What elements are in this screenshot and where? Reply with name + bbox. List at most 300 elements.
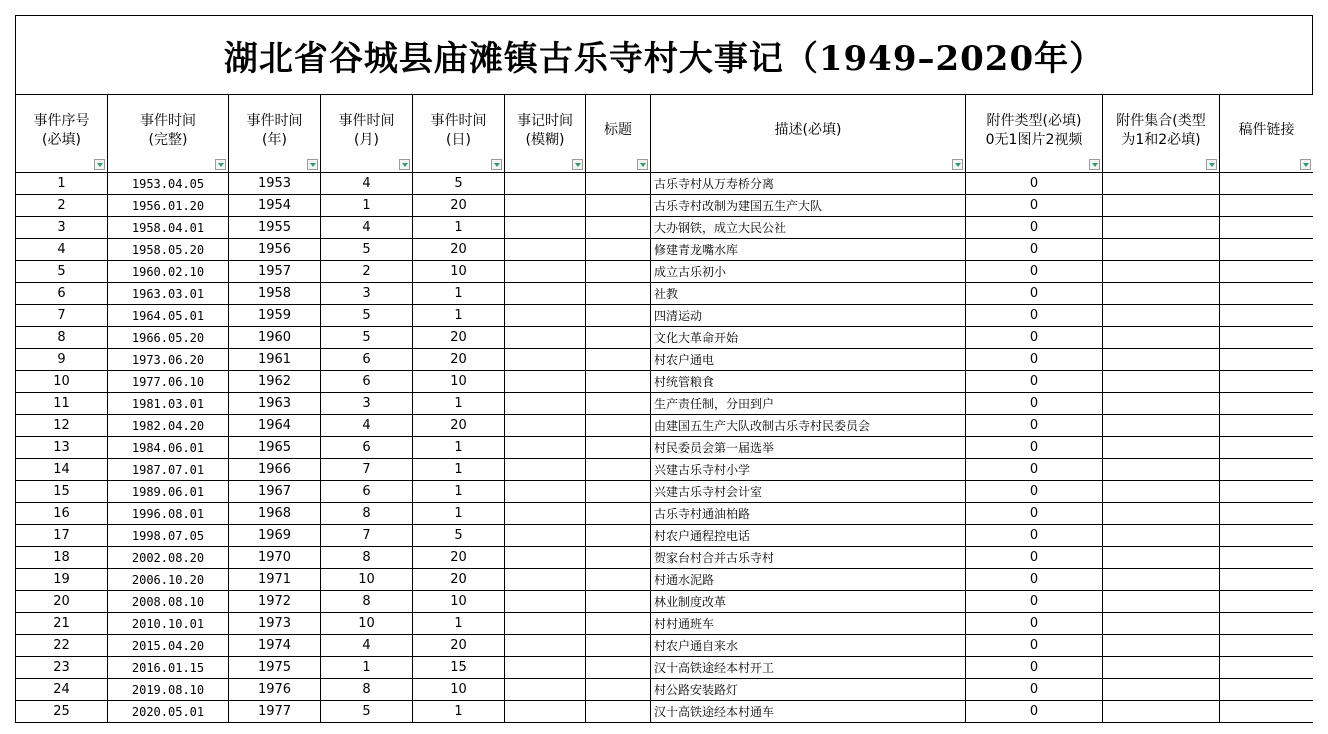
cell-seq[interactable]: 5 (16, 261, 108, 283)
cell-year[interactable]: 1955 (229, 217, 321, 239)
header-label (16, 112, 107, 156)
header-col-attachment-type[interactable] (966, 95, 1103, 173)
cell-day[interactable]: 1 (413, 481, 505, 503)
cell-description[interactable]: 村农户通程控电话 (651, 525, 966, 547)
cell-seq[interactable]: 19 (16, 569, 108, 591)
cell-description[interactable]: 大办钢铁，成立大民公社 (651, 217, 966, 239)
cell-day[interactable]: 20 (413, 547, 505, 569)
cell-day[interactable]: 1 (413, 305, 505, 327)
cell-seq[interactable]: 25 (16, 701, 108, 723)
cell-link[interactable] (1220, 393, 1314, 415)
cell-year[interactable]: 1959 (229, 305, 321, 327)
cell-attachment-type[interactable]: 0 (966, 679, 1103, 701)
cell-title[interactable] (586, 701, 651, 723)
cell-title[interactable] (586, 459, 651, 481)
cell-day[interactable]: 10 (413, 591, 505, 613)
filter-dropdown-icon[interactable] (572, 159, 583, 170)
cell-description[interactable]: 林业制度改革 (651, 591, 966, 613)
cell-attachment-type[interactable]: 0 (966, 569, 1103, 591)
cell-link[interactable] (1220, 283, 1314, 305)
cell-year[interactable]: 1960 (229, 327, 321, 349)
cell-day[interactable]: 1 (413, 283, 505, 305)
cell-title[interactable] (586, 217, 651, 239)
cell-link[interactable] (1220, 525, 1314, 547)
cell-year[interactable]: 1974 (229, 635, 321, 657)
cell-seq[interactable]: 11 (16, 393, 108, 415)
cell-month[interactable]: 6 (321, 437, 413, 459)
cell-date-fuzzy[interactable] (505, 393, 586, 415)
cell-month[interactable]: 4 (321, 217, 413, 239)
cell-title[interactable] (586, 635, 651, 657)
cell-attachment-set[interactable] (1103, 569, 1220, 591)
cell-attachment-set[interactable] (1103, 239, 1220, 261)
cell-month[interactable]: 1 (321, 195, 413, 217)
cell-link[interactable] (1220, 657, 1314, 679)
cell-link[interactable] (1220, 173, 1314, 195)
cell-seq[interactable]: 7 (16, 305, 108, 327)
cell-description[interactable]: 村农户通自来水 (651, 635, 966, 657)
cell-date-full[interactable]: 2020.05.01 (108, 701, 229, 723)
cell-year[interactable]: 1976 (229, 679, 321, 701)
cell-attachment-type[interactable]: 0 (966, 217, 1103, 239)
header-col-day[interactable] (413, 95, 505, 173)
cell-day[interactable]: 1 (413, 459, 505, 481)
header-label (1220, 121, 1313, 146)
cell-title[interactable] (586, 327, 651, 349)
cell-date-fuzzy[interactable] (505, 327, 586, 349)
cell-title[interactable] (586, 371, 651, 393)
filter-dropdown-icon[interactable] (307, 159, 318, 170)
cell-year[interactable]: 1977 (229, 701, 321, 723)
cell-attachment-type[interactable]: 0 (966, 459, 1103, 481)
cell-link[interactable] (1220, 437, 1314, 459)
cell-month[interactable]: 5 (321, 239, 413, 261)
cell-seq[interactable]: 20 (16, 591, 108, 613)
cell-month[interactable]: 4 (321, 635, 413, 657)
filter-dropdown-icon[interactable] (952, 159, 963, 170)
cell-date-fuzzy[interactable] (505, 173, 586, 195)
filter-dropdown-icon[interactable] (637, 159, 648, 170)
filter-dropdown-icon[interactable] (1300, 159, 1311, 170)
cell-description[interactable]: 古乐寺村从万寿桥分离 (651, 173, 966, 195)
cell-day[interactable]: 10 (413, 679, 505, 701)
cell-seq[interactable]: 18 (16, 547, 108, 569)
cell-day[interactable]: 5 (413, 525, 505, 547)
cell-date-fuzzy[interactable] (505, 481, 586, 503)
cell-description[interactable]: 村统管粮食 (651, 371, 966, 393)
cell-attachment-set[interactable] (1103, 283, 1220, 305)
cell-link[interactable] (1220, 679, 1314, 701)
cell-link[interactable] (1220, 569, 1314, 591)
filter-dropdown-icon[interactable] (399, 159, 410, 170)
cell-link[interactable] (1220, 239, 1314, 261)
cell-date-full[interactable]: 1964.05.01 (108, 305, 229, 327)
cell-date-fuzzy[interactable] (505, 283, 586, 305)
cell-seq[interactable]: 2 (16, 195, 108, 217)
cell-attachment-set[interactable] (1103, 305, 1220, 327)
cell-year[interactable]: 1970 (229, 547, 321, 569)
cell-date-fuzzy[interactable] (505, 701, 586, 723)
cell-month[interactable]: 3 (321, 393, 413, 415)
cell-date-fuzzy[interactable] (505, 437, 586, 459)
cell-day[interactable]: 20 (413, 415, 505, 437)
cell-attachment-set[interactable] (1103, 679, 1220, 701)
cell-description[interactable]: 兴建古乐寺村小学 (651, 459, 966, 481)
cell-date-full[interactable]: 1981.03.01 (108, 393, 229, 415)
cell-year[interactable]: 1967 (229, 481, 321, 503)
cell-link[interactable] (1220, 261, 1314, 283)
cell-seq[interactable]: 6 (16, 283, 108, 305)
cell-month[interactable]: 10 (321, 569, 413, 591)
cell-date-full[interactable]: 1984.06.01 (108, 437, 229, 459)
cell-attachment-set[interactable] (1103, 195, 1220, 217)
cell-title[interactable] (586, 481, 651, 503)
cell-date-fuzzy[interactable] (505, 305, 586, 327)
cell-title[interactable] (586, 349, 651, 371)
cell-day[interactable]: 15 (413, 657, 505, 679)
cell-date-fuzzy[interactable] (505, 459, 586, 481)
cell-year[interactable]: 1971 (229, 569, 321, 591)
header-col-attachment-set[interactable] (1103, 95, 1220, 173)
cell-title[interactable] (586, 195, 651, 217)
cell-month[interactable]: 10 (321, 613, 413, 635)
cell-year[interactable]: 1954 (229, 195, 321, 217)
cell-year[interactable]: 1963 (229, 393, 321, 415)
cell-seq[interactable]: 23 (16, 657, 108, 679)
cell-attachment-type[interactable]: 0 (966, 503, 1103, 525)
filter-dropdown-icon[interactable] (215, 159, 226, 170)
cell-attachment-type[interactable]: 0 (966, 525, 1103, 547)
cell-year[interactable]: 1957 (229, 261, 321, 283)
cell-month[interactable]: 3 (321, 283, 413, 305)
cell-attachment-set[interactable] (1103, 635, 1220, 657)
cell-day[interactable]: 10 (413, 371, 505, 393)
cell-attachment-type[interactable]: 0 (966, 701, 1103, 723)
cell-seq[interactable]: 17 (16, 525, 108, 547)
cell-attachment-set[interactable] (1103, 349, 1220, 371)
header-col-seq[interactable] (16, 95, 108, 173)
cell-date-full[interactable]: 1958.04.01 (108, 217, 229, 239)
cell-link[interactable] (1220, 547, 1314, 569)
cell-description[interactable]: 古乐寺村通油柏路 (651, 503, 966, 525)
cell-title[interactable] (586, 613, 651, 635)
cell-month[interactable]: 6 (321, 371, 413, 393)
header-col-date-fuzzy[interactable] (505, 95, 586, 173)
cell-description[interactable]: 汉十高铁途经本村开工 (651, 657, 966, 679)
cell-day[interactable]: 1 (413, 503, 505, 525)
cell-day[interactable]: 20 (413, 195, 505, 217)
cell-description[interactable]: 由建国五生产大队改制古乐寺村民委员会 (651, 415, 966, 437)
cell-description[interactable]: 文化大革命开始 (651, 327, 966, 349)
cell-title[interactable] (586, 173, 651, 195)
cell-date-fuzzy[interactable] (505, 195, 586, 217)
cell-link[interactable] (1220, 217, 1314, 239)
cell-title[interactable] (586, 393, 651, 415)
cell-date-fuzzy[interactable] (505, 261, 586, 283)
cell-date-full[interactable]: 2019.08.10 (108, 679, 229, 701)
cell-attachment-type[interactable]: 0 (966, 283, 1103, 305)
cell-seq[interactable]: 12 (16, 415, 108, 437)
cell-description[interactable]: 村通水泥路 (651, 569, 966, 591)
cell-year[interactable]: 1973 (229, 613, 321, 635)
cell-attachment-set[interactable] (1103, 415, 1220, 437)
cell-description[interactable]: 生产责任制，分田到户 (651, 393, 966, 415)
cell-description[interactable]: 成立古乐初小 (651, 261, 966, 283)
cell-date-fuzzy[interactable] (505, 217, 586, 239)
cell-day[interactable]: 20 (413, 349, 505, 371)
cell-description[interactable]: 村农户通电 (651, 349, 966, 371)
cell-year[interactable]: 1953 (229, 173, 321, 195)
cell-link[interactable] (1220, 459, 1314, 481)
cell-date-full[interactable]: 1960.02.10 (108, 261, 229, 283)
cell-description[interactable]: 村民委员会第一届选举 (651, 437, 966, 459)
cell-month[interactable]: 6 (321, 481, 413, 503)
header-col-link[interactable] (1220, 95, 1314, 173)
cell-seq[interactable]: 14 (16, 459, 108, 481)
cell-date-fuzzy[interactable] (505, 525, 586, 547)
cell-seq[interactable]: 15 (16, 481, 108, 503)
cell-year[interactable]: 1964 (229, 415, 321, 437)
cell-date-full[interactable]: 1987.07.01 (108, 459, 229, 481)
cell-month[interactable]: 8 (321, 591, 413, 613)
cell-date-full[interactable]: 1982.04.20 (108, 415, 229, 437)
cell-link[interactable] (1220, 613, 1314, 635)
cell-date-fuzzy[interactable] (505, 569, 586, 591)
cell-description[interactable]: 村村通班车 (651, 613, 966, 635)
cell-day[interactable]: 20 (413, 239, 505, 261)
cell-title[interactable] (586, 283, 651, 305)
cell-attachment-set[interactable] (1103, 547, 1220, 569)
cell-seq[interactable]: 9 (16, 349, 108, 371)
cell-year[interactable]: 1958 (229, 283, 321, 305)
cell-link[interactable] (1220, 305, 1314, 327)
cell-title[interactable] (586, 525, 651, 547)
filter-dropdown-icon[interactable] (1089, 159, 1100, 170)
cell-seq[interactable]: 24 (16, 679, 108, 701)
cell-day[interactable]: 1 (413, 613, 505, 635)
cell-seq[interactable]: 10 (16, 371, 108, 393)
header-col-date-full[interactable] (108, 95, 229, 173)
cell-date-full[interactable]: 1953.04.05 (108, 173, 229, 195)
cell-link[interactable] (1220, 195, 1314, 217)
cell-attachment-set[interactable] (1103, 657, 1220, 679)
cell-attachment-type[interactable]: 0 (966, 613, 1103, 635)
cell-attachment-set[interactable] (1103, 261, 1220, 283)
cell-attachment-type[interactable]: 0 (966, 327, 1103, 349)
cell-attachment-set[interactable] (1103, 173, 1220, 195)
cell-title[interactable] (586, 415, 651, 437)
cell-link[interactable] (1220, 591, 1314, 613)
cell-attachment-set[interactable] (1103, 217, 1220, 239)
cell-year[interactable]: 1968 (229, 503, 321, 525)
cell-date-full[interactable]: 2010.10.01 (108, 613, 229, 635)
cell-day[interactable]: 1 (413, 217, 505, 239)
cell-month[interactable]: 8 (321, 679, 413, 701)
cell-attachment-type[interactable]: 0 (966, 371, 1103, 393)
cell-attachment-type[interactable]: 0 (966, 415, 1103, 437)
cell-seq[interactable]: 21 (16, 613, 108, 635)
cell-attachment-set[interactable] (1103, 525, 1220, 547)
cell-title[interactable] (586, 305, 651, 327)
cell-link[interactable] (1220, 701, 1314, 723)
cell-seq[interactable]: 16 (16, 503, 108, 525)
cell-title[interactable] (586, 569, 651, 591)
filter-dropdown-icon[interactable] (1206, 159, 1217, 170)
cell-month[interactable]: 4 (321, 415, 413, 437)
header-col-description[interactable] (651, 95, 966, 173)
cell-link[interactable] (1220, 415, 1314, 437)
cell-date-fuzzy[interactable] (505, 415, 586, 437)
cell-day[interactable]: 10 (413, 261, 505, 283)
cell-year[interactable]: 1972 (229, 591, 321, 613)
cell-attachment-type[interactable]: 0 (966, 173, 1103, 195)
cell-day[interactable]: 20 (413, 569, 505, 591)
cell-day[interactable]: 1 (413, 393, 505, 415)
cell-date-full[interactable]: 2015.04.20 (108, 635, 229, 657)
cell-month[interactable]: 6 (321, 349, 413, 371)
cell-year[interactable]: 1965 (229, 437, 321, 459)
cell-date-full[interactable]: 1956.01.20 (108, 195, 229, 217)
cell-attachment-set[interactable] (1103, 701, 1220, 723)
cell-seq[interactable]: 13 (16, 437, 108, 459)
cell-month[interactable]: 7 (321, 525, 413, 547)
cell-day[interactable]: 20 (413, 635, 505, 657)
cell-attachment-type[interactable]: 0 (966, 657, 1103, 679)
cell-attachment-type[interactable]: 0 (966, 547, 1103, 569)
cell-title[interactable] (586, 657, 651, 679)
cell-seq[interactable]: 4 (16, 239, 108, 261)
cell-date-fuzzy[interactable] (505, 349, 586, 371)
header-col-title[interactable] (586, 95, 651, 173)
cell-attachment-type[interactable]: 0 (966, 261, 1103, 283)
cell-month[interactable]: 1 (321, 657, 413, 679)
cell-description[interactable]: 兴建古乐寺村会计室 (651, 481, 966, 503)
cell-day[interactable]: 5 (413, 173, 505, 195)
cell-date-full[interactable]: 2008.08.10 (108, 591, 229, 613)
cell-attachment-type[interactable]: 0 (966, 195, 1103, 217)
cell-attachment-type[interactable]: 0 (966, 239, 1103, 261)
cell-attachment-set[interactable] (1103, 613, 1220, 635)
cell-title[interactable] (586, 437, 651, 459)
cell-attachment-type[interactable]: 0 (966, 481, 1103, 503)
cell-year[interactable]: 1969 (229, 525, 321, 547)
cell-month[interactable]: 5 (321, 305, 413, 327)
header-col-year[interactable] (229, 95, 321, 173)
cell-attachment-set[interactable] (1103, 371, 1220, 393)
cell-attachment-type[interactable]: 0 (966, 305, 1103, 327)
cell-month[interactable]: 8 (321, 547, 413, 569)
cell-month[interactable]: 5 (321, 701, 413, 723)
cell-date-fuzzy[interactable] (505, 657, 586, 679)
cell-date-full[interactable]: 1963.03.01 (108, 283, 229, 305)
cell-attachment-type[interactable]: 0 (966, 635, 1103, 657)
cell-attachment-set[interactable] (1103, 591, 1220, 613)
cell-day[interactable]: 1 (413, 701, 505, 723)
cell-attachment-type[interactable]: 0 (966, 591, 1103, 613)
cell-date-fuzzy[interactable] (505, 635, 586, 657)
cell-date-full[interactable]: 2002.08.20 (108, 547, 229, 569)
cell-date-full[interactable]: 1958.05.20 (108, 239, 229, 261)
cell-attachment-set[interactable] (1103, 327, 1220, 349)
cell-year[interactable]: 1966 (229, 459, 321, 481)
cell-year[interactable]: 1975 (229, 657, 321, 679)
cell-date-full[interactable]: 1989.06.01 (108, 481, 229, 503)
cell-date-full[interactable]: 1973.06.20 (108, 349, 229, 371)
filter-dropdown-icon[interactable] (491, 159, 502, 170)
cell-title[interactable] (586, 503, 651, 525)
cell-date-fuzzy[interactable] (505, 591, 586, 613)
cell-attachment-type[interactable]: 0 (966, 393, 1103, 415)
cell-date-full[interactable]: 1977.06.10 (108, 371, 229, 393)
sheet-title[interactable]: 湖北省谷城县庙滩镇古乐寺村大事记（1949–2020年） (15, 15, 1313, 95)
cell-attachment-set[interactable] (1103, 481, 1220, 503)
header-col-month[interactable] (321, 95, 413, 173)
cell-title[interactable] (586, 591, 651, 613)
cell-month[interactable]: 4 (321, 173, 413, 195)
cell-description[interactable]: 修建青龙嘴水库 (651, 239, 966, 261)
cell-date-fuzzy[interactable] (505, 371, 586, 393)
cell-date-full[interactable]: 2016.01.15 (108, 657, 229, 679)
cell-title[interactable] (586, 547, 651, 569)
cell-year[interactable]: 1956 (229, 239, 321, 261)
cell-date-full[interactable]: 2006.10.20 (108, 569, 229, 591)
cell-date-fuzzy[interactable] (505, 503, 586, 525)
cell-date-full[interactable]: 1998.07.05 (108, 525, 229, 547)
cell-attachment-type[interactable]: 0 (966, 349, 1103, 371)
cell-date-full[interactable]: 1966.05.20 (108, 327, 229, 349)
cell-month[interactable]: 8 (321, 503, 413, 525)
cell-link[interactable] (1220, 349, 1314, 371)
cell-link[interactable] (1220, 503, 1314, 525)
cell-attachment-set[interactable] (1103, 459, 1220, 481)
cell-title[interactable] (586, 239, 651, 261)
cell-seq[interactable]: 22 (16, 635, 108, 657)
cell-attachment-set[interactable] (1103, 393, 1220, 415)
cell-attachment-set[interactable] (1103, 437, 1220, 459)
cell-seq[interactable]: 1 (16, 173, 108, 195)
cell-link[interactable] (1220, 481, 1314, 503)
cell-date-fuzzy[interactable] (505, 613, 586, 635)
cell-seq[interactable]: 8 (16, 327, 108, 349)
cell-year[interactable]: 1961 (229, 349, 321, 371)
cell-date-fuzzy[interactable] (505, 547, 586, 569)
cell-date-full[interactable]: 1996.08.01 (108, 503, 229, 525)
cell-attachment-type[interactable]: 0 (966, 437, 1103, 459)
cell-seq[interactable]: 3 (16, 217, 108, 239)
cell-description[interactable]: 汉十高铁途经本村通车 (651, 701, 966, 723)
cell-attachment-set[interactable] (1103, 503, 1220, 525)
filter-dropdown-icon[interactable] (94, 159, 105, 170)
cell-date-fuzzy[interactable] (505, 239, 586, 261)
cell-link[interactable] (1220, 371, 1314, 393)
cell-month[interactable]: 7 (321, 459, 413, 481)
cell-year[interactable]: 1962 (229, 371, 321, 393)
cell-date-fuzzy[interactable] (505, 679, 586, 701)
cell-day[interactable]: 1 (413, 437, 505, 459)
cell-description[interactable]: 社教 (651, 283, 966, 305)
cell-month[interactable]: 5 (321, 327, 413, 349)
cell-description[interactable]: 贺家台村合并古乐寺村 (651, 547, 966, 569)
cell-month[interactable]: 2 (321, 261, 413, 283)
cell-description[interactable]: 村公路安装路灯 (651, 679, 966, 701)
cell-title[interactable] (586, 679, 651, 701)
cell-description[interactable]: 古乐寺村改制为建国五生产大队 (651, 195, 966, 217)
cell-description[interactable]: 四清运动 (651, 305, 966, 327)
cell-link[interactable] (1220, 327, 1314, 349)
cell-link[interactable] (1220, 635, 1314, 657)
cell-day[interactable]: 20 (413, 327, 505, 349)
cell-title[interactable] (586, 261, 651, 283)
